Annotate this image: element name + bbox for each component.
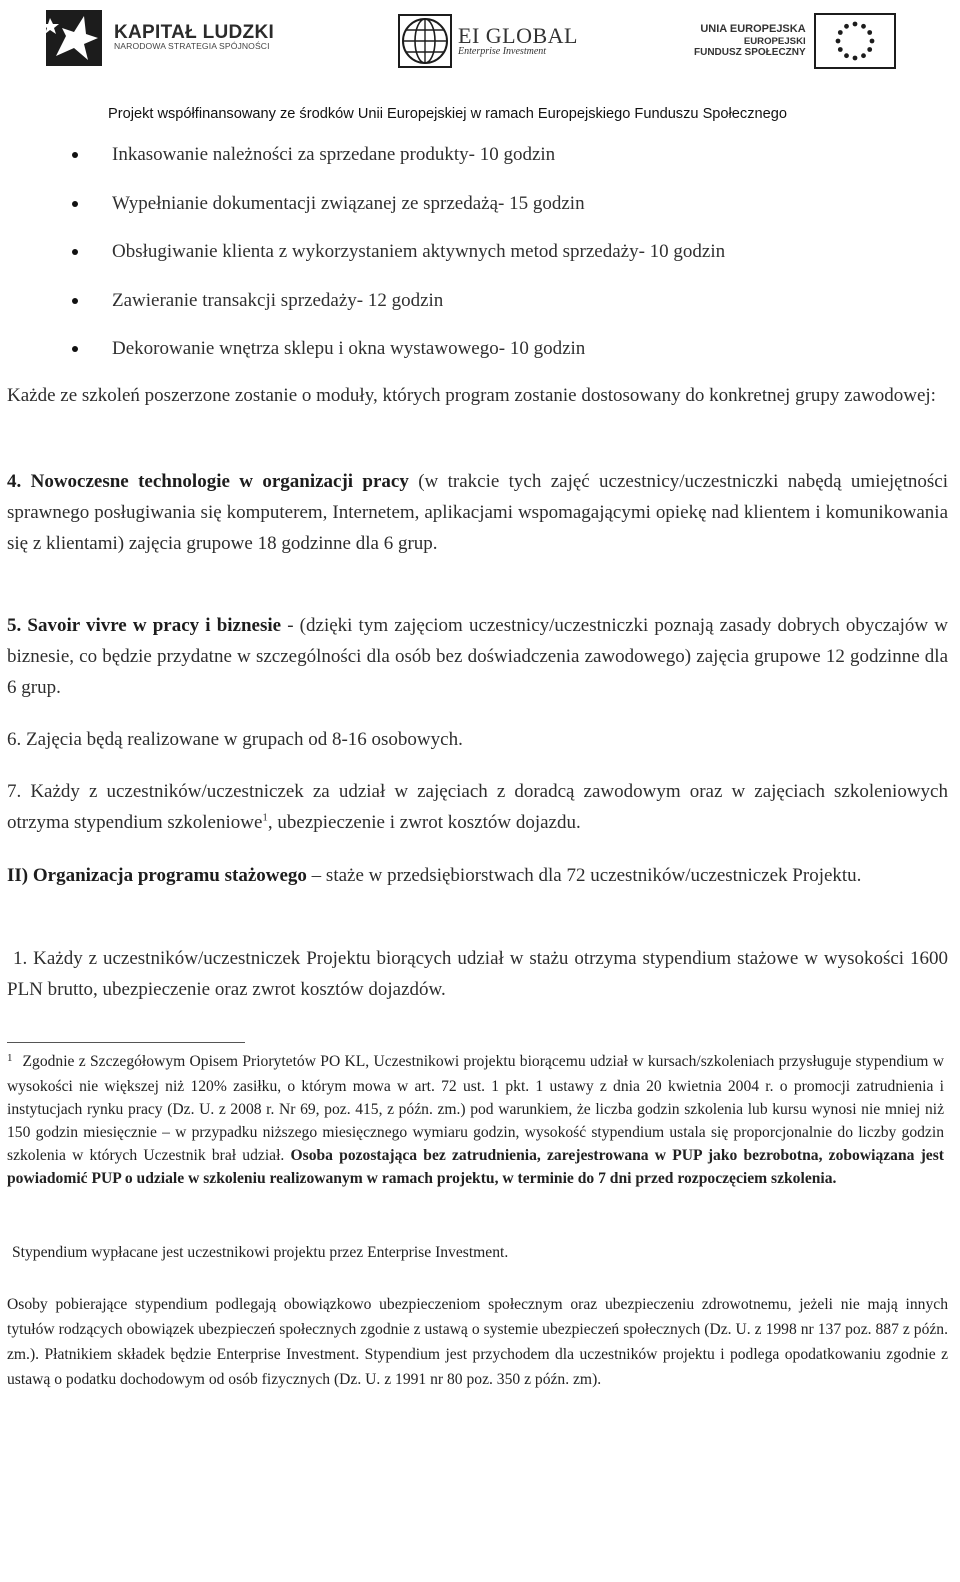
eu-line3: FUNDUSZ SPOŁECZNY [694, 47, 806, 59]
footnote [7, 1050, 944, 1190]
paragraph-5-text: - (dzięki tym zajęciom uczestnicy/uczestniczki poznają zasady dobrych obyczajów w biznesie, co będzie przydatne w szczególności dla osób bez doświadczenia zawodowego) zajęcia grupowe 12 godzinne dla 6 grup. [7, 615, 948, 698]
paragraph-7-text-end: , ubezpieczenie i zwrot kosztów dojazdu. [267, 812, 581, 833]
footnote-separator [7, 1042, 245, 1043]
section-2-text: – staże w przedsiębiorstwach dla 72 uczestników/uczestniczek Projektu. [306, 865, 862, 886]
section-2-heading: II) Organizacja programu stażowego [7, 865, 307, 886]
kapital-ludzki-title: KAPITAŁ LUDZKI [114, 21, 275, 43]
header-logos [0, 0, 960, 100]
list-item-text: Inkasowanie należności za sprzedane produkty- 10 godzin [112, 144, 556, 165]
footnote-mark: 1 [7, 1052, 13, 1064]
paragraph-modules-intro: Każde ze szkoleń poszerzone zostanie o moduły, których program zostanie dostosowany do konkretnej grupy zawodowej: [7, 385, 936, 406]
list-item-text: Zawieranie transakcji sprzedaży- 12 godzin [112, 289, 444, 311]
eu-logo [694, 12, 896, 70]
footnote-reference[interactable]: 1 [262, 811, 268, 824]
paragraph-4 [7, 466, 948, 559]
paragraph-7 [7, 776, 948, 838]
paragraph-7-text: 7. Każdy z uczestników/uczestniczek za udział w zajęciach z doradcą zawodowym oraz w zajęciach szkoleniowych otrzyma stypendium szkoleniowe [7, 781, 948, 833]
list-item-text: Obsługiwanie klienta z wykorzystaniem aktywnych metod sprzedaży- 10 godzin [112, 241, 726, 262]
ei-global-subtitle: Enterprise Investment [458, 46, 547, 58]
footnote-insurance-note: Osoby pobierające stypendium podlegają obowiązkowo ubezpieczeniom społecznym oraz ubezpieczeniu zdrowotnemu, jeżeli nie mają innych tytułów rodzących obowiązek ubezpieczeń społecznych zgodnie z ustawą o systemie ubezpieczeń społecznych (Dz. U. z 1998 nr 137 poz. 887 z późn. zm.). Płatnikiem składek będzie Enterprise Investment. Stypendium jest przychodem dla uczestników projektu i podlega opodatkowaniu zgodnie z ustawą o podatku dochodowym od osób fizycznych (Dz. U. z 1991 nr 80 poz. 350 z późn. zm). [7, 1296, 948, 1388]
paragraph-6: 6. Zajęcia będą realizowane w grupach od 8-16 osobowych. [7, 729, 463, 750]
eu-flag-icon [814, 13, 896, 69]
section-2-paragraph-1-text: 1. Każdy z uczestników/uczestniczek Projektu biorących udział w stażu otrzyma stypendium stażowe w wysokości 1600 PLN brutto, ubezpieczenie oraz zwrot kosztów dojazdów. [7, 948, 948, 1000]
ei-global-logo [398, 12, 578, 70]
paragraph-5-heading: 5. Savoir vivre w pracy i biznesie [7, 615, 282, 636]
kapital-ludzki-subtitle: NARODOWA STRATEGIA SPÓJNOŚCI [114, 41, 270, 52]
globe-icon [398, 14, 452, 68]
paragraph-4-text: (w trakcie tych zajęć uczestnicy/uczestniczki nabędą umiejętności sprawnego posługiwania się komputerem, Internetem, aplikacjami wspomagającymi opiekę nad klientem i komunikowania się z klientami) zajęcia grupowe 18 godzinne dla 6 grup. [7, 471, 949, 554]
list-item-text: Wypełnianie dokumentacji związanej ze sprzedażą- 15 godzin [112, 192, 585, 214]
paragraph-5 [7, 610, 948, 703]
kapital-ludzki-logo [44, 6, 274, 68]
kapital-ludzki-emblem-icon [44, 6, 106, 68]
project-cofinancing-line: Projekt współfinansowany ze środków Unii Europejskiej w ramach Europejskiego Funduszu Społecznego [108, 106, 787, 122]
ei-global-title: EI GLOBAL [458, 23, 578, 49]
section-2-intro [7, 860, 948, 891]
footnote-text: Zgodnie z Szczegółowym Opisem Priorytetów PO KL, Uczestnikowi projektu biorącemu udział w kursach/szkoleniach przysługuje stypendium w wysokości nie większej niż 120% zasiłku, o którym mowa w art. 72 ust. 1 pkt. 1 ustawy z dnia 20 kwietnia 2004 r. o promocji zatrudnienia i instytucjach rynku pracy (Dz. U. z 2008 r. Nr 69, poz. 415, z późn. zm.) pod warunkiem, że liczba godzin szkolenia lub kursu wynosi nie mniej niż 150 godzin miesięcznie – w przypadku niższego miesięcznego wymiaru godzin, wysokość stypendium ustala się proporcjonalnie do liczby godzin szkolenia w których Uczestnik brał udział. [7, 1053, 944, 1164]
list-item-text: Dekorowanie wnętrza sklepu i okna wystawowego- 10 godzin [112, 338, 586, 359]
paragraph-4-heading: 4. Nowoczesne technologie w organizacji pracy [7, 471, 409, 492]
section-2-paragraph-1 [7, 943, 948, 1005]
eu-line2: EUROPEJSKI [743, 35, 806, 47]
footnote-bold-text: Osoba pozostająca bez zatrudnienia, zarejestrowana w PUP jako bezrobotna, zobowiązana jest powiadomić PUP o udziale w szkoleniu realizowanym w ramach projektu, w terminie do 7 dni przed rozpoczęciem szkolenia. [7, 1147, 944, 1187]
footnote-scholarship-payer: Stypendium wypłacane jest uczestnikowi projektu przez Enterprise Investment. [12, 1244, 509, 1261]
eu-line1: UNIA EUROPEJSKA [700, 22, 806, 35]
